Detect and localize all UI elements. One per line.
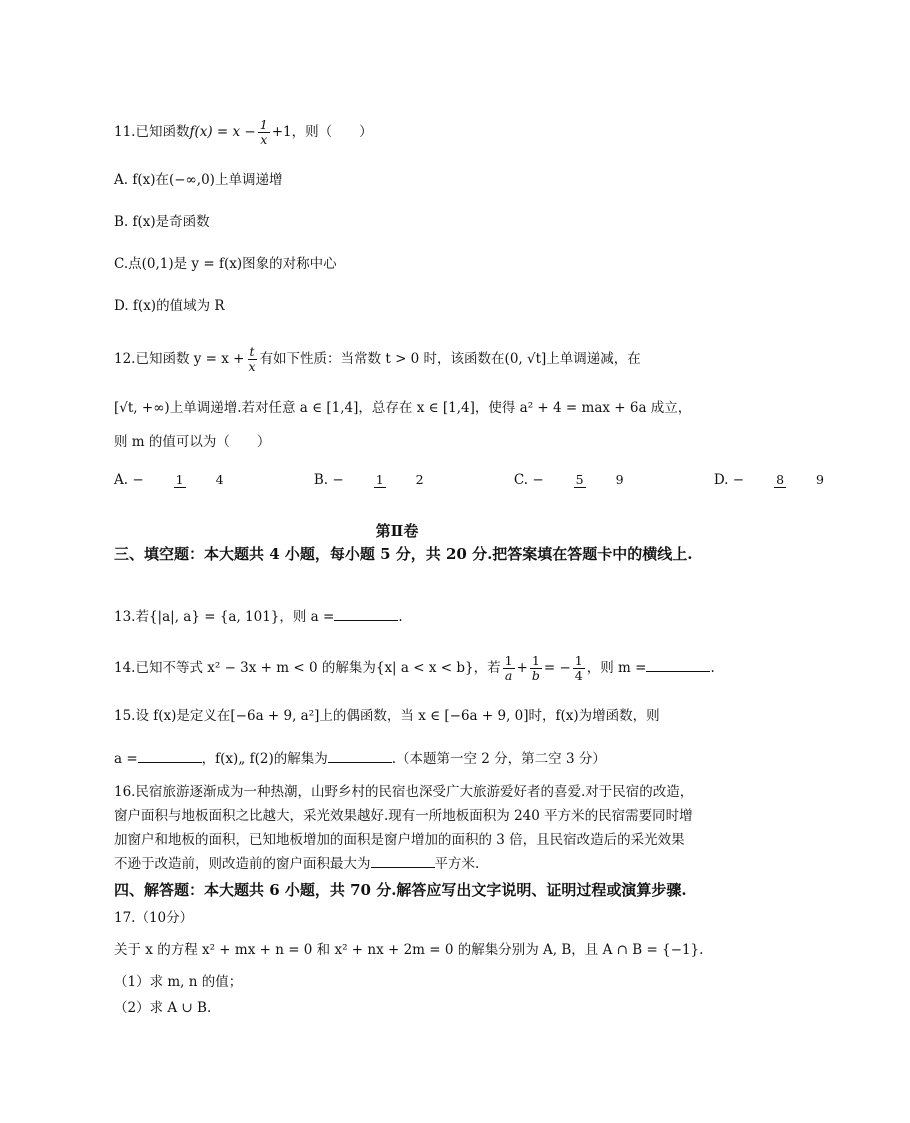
q15-line2 [114, 748, 694, 769]
q11-stem [114, 118, 694, 147]
q12-option-d-den: 9 [816, 472, 824, 487]
q12-frac-num: t [249, 344, 255, 359]
q14-tail: ，则 m = [586, 660, 647, 676]
q17-head: 17.（10分） [114, 910, 194, 926]
q12-option-d-num: 8 [776, 472, 785, 487]
q17-stem: 关于 x 的方程 x² + mx + n = 0 和 x² + nx + 2m = 0 的解集分别为 A, B，且 A ∩ B = {−1}. [114, 942, 704, 958]
q15-answer-blank-2 [328, 748, 392, 763]
section3-heading: 三、填空题：本大题共 4 小题，每小题 5 分，共 20 分.把答案填在答题卡中的横线上. [114, 545, 693, 563]
part2-title: 第Ⅱ卷 [375, 522, 419, 540]
q13-answer-blank [334, 606, 398, 621]
q11-tail: +1，则（ ） [271, 124, 373, 140]
q12-option-b-num: 1 [375, 472, 384, 487]
q14-frac2-den: b [531, 668, 540, 683]
q12-line3: 则 m 的值可以为（ ） [114, 434, 271, 450]
q12-option-c-num: 5 [575, 472, 584, 487]
q11-option-c: C.点(0,1)是 y = f(x)图象的对称中心 [114, 256, 337, 272]
q11-option-a: A. f(x)在(−∞,0)上单调递增 [114, 172, 283, 188]
q11-option-d: D. f(x)的值域为 R [114, 298, 225, 314]
q14-frac3-num: 1 [574, 653, 583, 668]
q12-option-b-den: 2 [415, 472, 424, 487]
q14 [114, 653, 715, 683]
q14-frac1-num: 1 [504, 653, 513, 668]
q11-frac-num: 1 [259, 117, 268, 132]
q11-prefix: 11.已知函数 [114, 124, 190, 140]
section4-heading: 四、解答题：本大题共 6 小题，共 70 分.解答应写出文字说明、证明过程或演算步骤. [114, 881, 687, 899]
q14-prefix: 14.已知不等式 x² − 3x + m < 0 的解集为{x| a < x < b}，若 [114, 660, 501, 676]
q12-option-b-label: B. − [313, 472, 344, 488]
q14-end: . [710, 660, 715, 676]
q12-option-a [114, 470, 282, 490]
q15-line1: 15.设 f(x)是定义在[−6a + 9, a²]上的偶函数，当 x ∈ [−6a + 9, 0]时，f(x)为增函数，则 [114, 708, 660, 724]
q14-frac3-den: 4 [574, 668, 583, 683]
q12-option-a-label: A. − [114, 472, 144, 488]
q12-option-d-label: D. − [713, 472, 745, 488]
q12-tail: 有如下性质：当常数 t > 0 时，该函数在(0, √t]上单调递减，在 [259, 351, 641, 367]
q12-options [114, 470, 824, 490]
q14-frac2-num: 1 [531, 653, 540, 668]
q12-option-a-num: 1 [175, 472, 184, 487]
q12-option-c-den: 9 [615, 472, 624, 487]
q12-prefix: 12.已知函数 y = x + [114, 351, 245, 367]
q16-tail: 平方米. [434, 856, 480, 872]
q14-plus: + [516, 660, 528, 676]
q12-option-a-den: 4 [215, 472, 224, 487]
q15-answer-blank-1 [138, 748, 202, 763]
q12-fraction [247, 345, 258, 374]
q12-line2: [√t, +∞)上单调递增.若对任意 a ∈ [1,4]，总存在 x ∈ [1,4]，使得 a² + 4 = max + 6a 成立， [114, 400, 692, 416]
q16-text: 16.民宿旅游逐渐成为一种热潮，山野乡村的民宿也深受广大旅游爱好者的喜爱.对于民宿的改造，窗户面积与地板面积之比越大，采光效果越好.现有一所地板面积为 240 平方米的民宿需要同时增加窗户和地板的面积，已知地板增加的面积是窗户增加的面积的 3 倍，且民宿改造后的采光效果不逊于改造前，则改造前的窗户面积最大为 [114, 784, 694, 872]
q12-option-d [714, 470, 882, 490]
q17-part1: （1）求 m, n 的值； [114, 974, 243, 990]
q11-frac-den: x [260, 132, 268, 147]
q12-frac-den: x [248, 359, 256, 374]
q13 [114, 606, 694, 627]
q14-answer-blank [646, 657, 710, 672]
q14-frac1-den: a [504, 668, 513, 683]
q12-option-c-label: C. − [513, 472, 544, 488]
q14-eq: = − [543, 660, 571, 676]
q11-func: f(x) = x − [189, 124, 256, 140]
q15-text-a: a = [114, 751, 138, 767]
q15-text-c: .（本题第一空 2 分，第二空 3 分） [391, 751, 606, 767]
q11-fraction [258, 118, 270, 147]
q13-text: 13.若{|a|, a} = {a, 101}，则 a = [114, 609, 335, 625]
q12-option-c [514, 470, 682, 490]
q16 [114, 780, 694, 876]
q12-line1 [114, 345, 694, 374]
q11-option-b: B. f(x)是奇函数 [114, 214, 210, 230]
q16-answer-blank [371, 853, 435, 868]
q13-tail: . [398, 609, 403, 625]
q15-text-b: ，f(x)„ f(2)的解集为 [201, 751, 328, 767]
q12-option-b [314, 470, 482, 490]
q17-part2: （2）求 A ∪ B. [114, 1000, 212, 1016]
